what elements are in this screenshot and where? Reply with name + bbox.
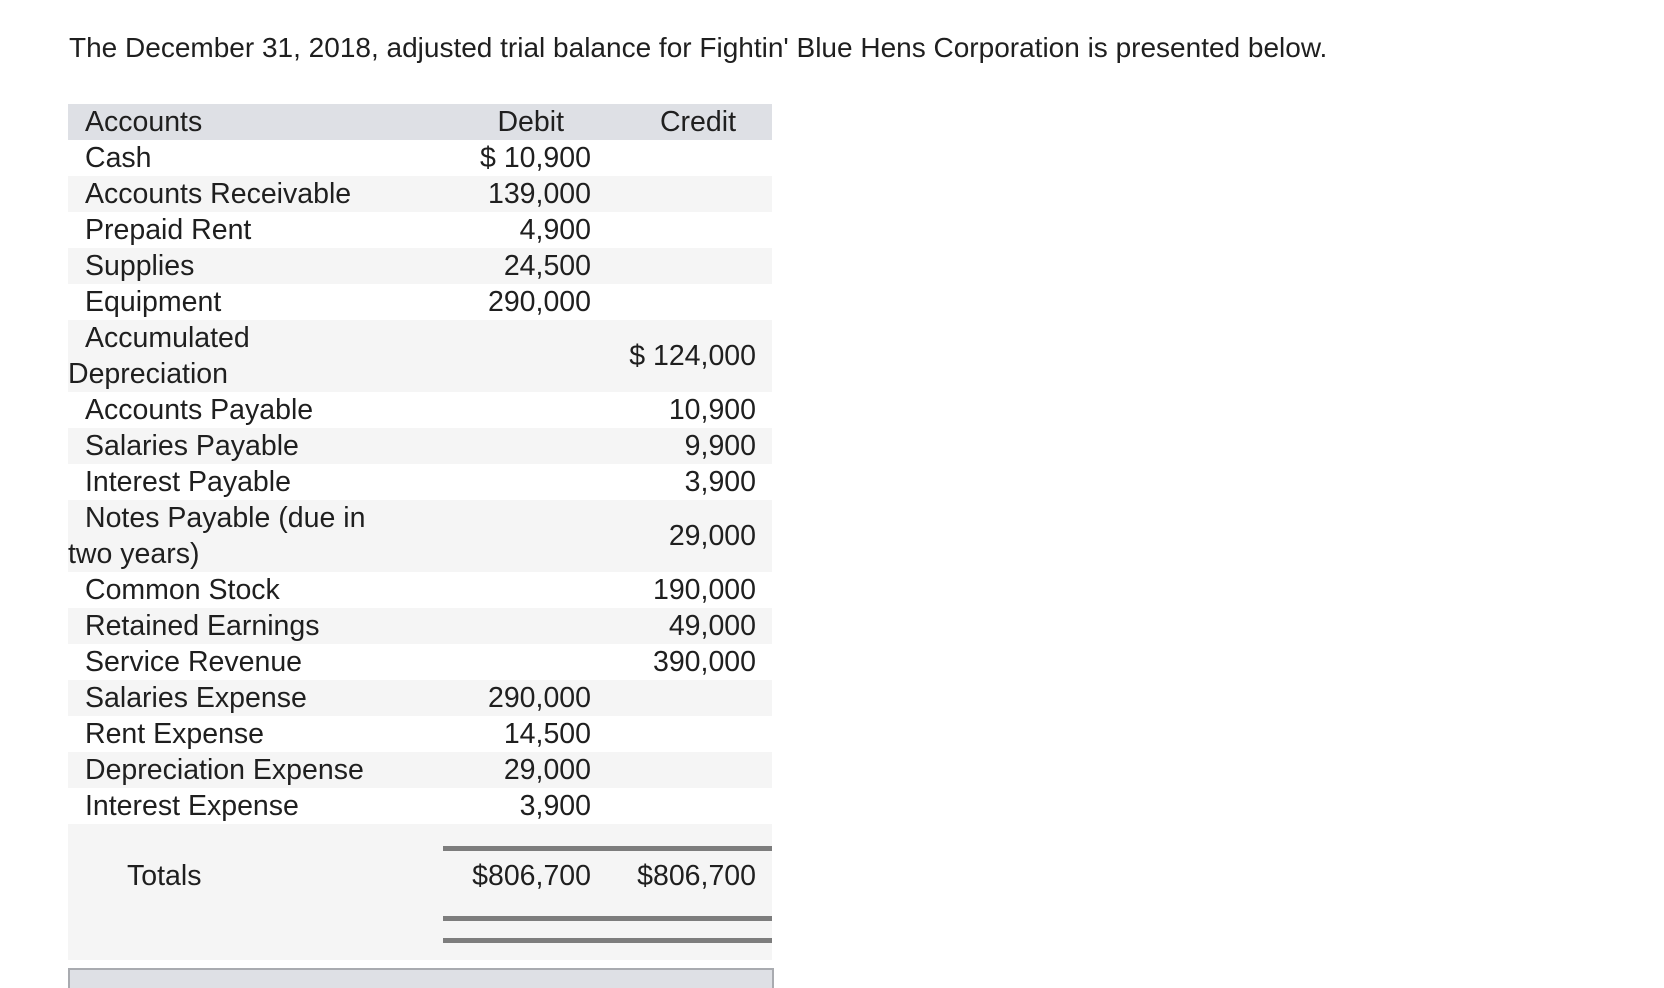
table-footer-spacer	[68, 900, 772, 960]
table-row	[68, 248, 772, 284]
table-row	[68, 572, 772, 608]
table-row	[68, 428, 772, 464]
totals-row	[68, 824, 772, 900]
account-name: Accounts Payable	[85, 394, 314, 426]
debit-amount: 290,000	[487, 286, 591, 318]
debit-amount: 14,500	[503, 718, 591, 750]
account-name: Salaries Expense	[85, 682, 307, 714]
table-row	[68, 716, 772, 752]
double-underline-bottom	[443, 938, 772, 943]
trial-balance-table	[68, 104, 772, 960]
credit-amount: 29,000	[668, 520, 756, 552]
table-row	[68, 284, 772, 320]
account-name: Common Stock	[85, 574, 280, 606]
account-name: Notes Payable (due in two years)	[68, 502, 366, 570]
account-name: Interest Expense	[85, 790, 299, 822]
debit-amount: 24,500	[503, 250, 591, 282]
table-row	[68, 392, 772, 428]
table-row	[68, 752, 772, 788]
table-row	[68, 680, 772, 716]
table-row	[68, 140, 772, 176]
debit-amount: 3,900	[519, 790, 591, 822]
table-row	[68, 608, 772, 644]
subtotal-rule	[443, 846, 772, 851]
credit-amount: 49,000	[668, 610, 756, 642]
answer-panel-edge	[68, 968, 774, 988]
account-name: Service Revenue	[85, 646, 303, 678]
table-row	[68, 788, 772, 824]
table-row	[68, 320, 772, 392]
table-row	[68, 176, 772, 212]
account-name: Salaries Payable	[85, 430, 299, 462]
credit-amount: 190,000	[652, 574, 756, 606]
account-name: Cash	[85, 142, 152, 174]
table-row	[68, 500, 772, 572]
debit-amount: $ 10,900	[480, 142, 591, 174]
table-row	[68, 212, 772, 248]
totals-debit: $806,700	[472, 860, 591, 892]
debit-amount: 29,000	[503, 754, 591, 786]
table-row	[68, 464, 772, 500]
double-underline-top	[443, 916, 772, 921]
account-name: Accounts Receivable	[85, 178, 352, 210]
account-name: Supplies	[85, 250, 195, 282]
credit-amount: 3,900	[684, 466, 756, 498]
credit-amount: 390,000	[652, 646, 756, 678]
table-header	[68, 104, 772, 140]
debit-amount: 290,000	[487, 682, 591, 714]
debit-amount: 139,000	[487, 178, 591, 210]
intro-text: The December 31, 2018, adjusted trial balance for Fightin' Blue Hens Corporation is presented below.	[69, 32, 1328, 63]
account-name: Depreciation Expense	[85, 754, 364, 786]
credit-amount: $ 124,000	[629, 340, 756, 372]
account-name: Accumulated Depreciation	[68, 322, 250, 390]
header-accounts: Accounts	[85, 106, 203, 138]
account-name: Interest Payable	[85, 466, 291, 498]
credit-amount: 9,900	[684, 430, 756, 462]
credit-amount: 10,900	[668, 394, 756, 426]
header-debit: Debit	[497, 106, 564, 138]
table-row	[68, 644, 772, 680]
account-name: Rent Expense	[85, 718, 265, 750]
debit-amount: 4,900	[519, 214, 591, 246]
account-name: Prepaid Rent	[85, 214, 252, 246]
totals-credit: $806,700	[637, 860, 756, 892]
totals-label: Totals	[127, 860, 202, 892]
account-name: Equipment	[85, 286, 222, 318]
account-name: Retained Earnings	[85, 610, 320, 642]
header-credit: Credit	[659, 106, 736, 138]
